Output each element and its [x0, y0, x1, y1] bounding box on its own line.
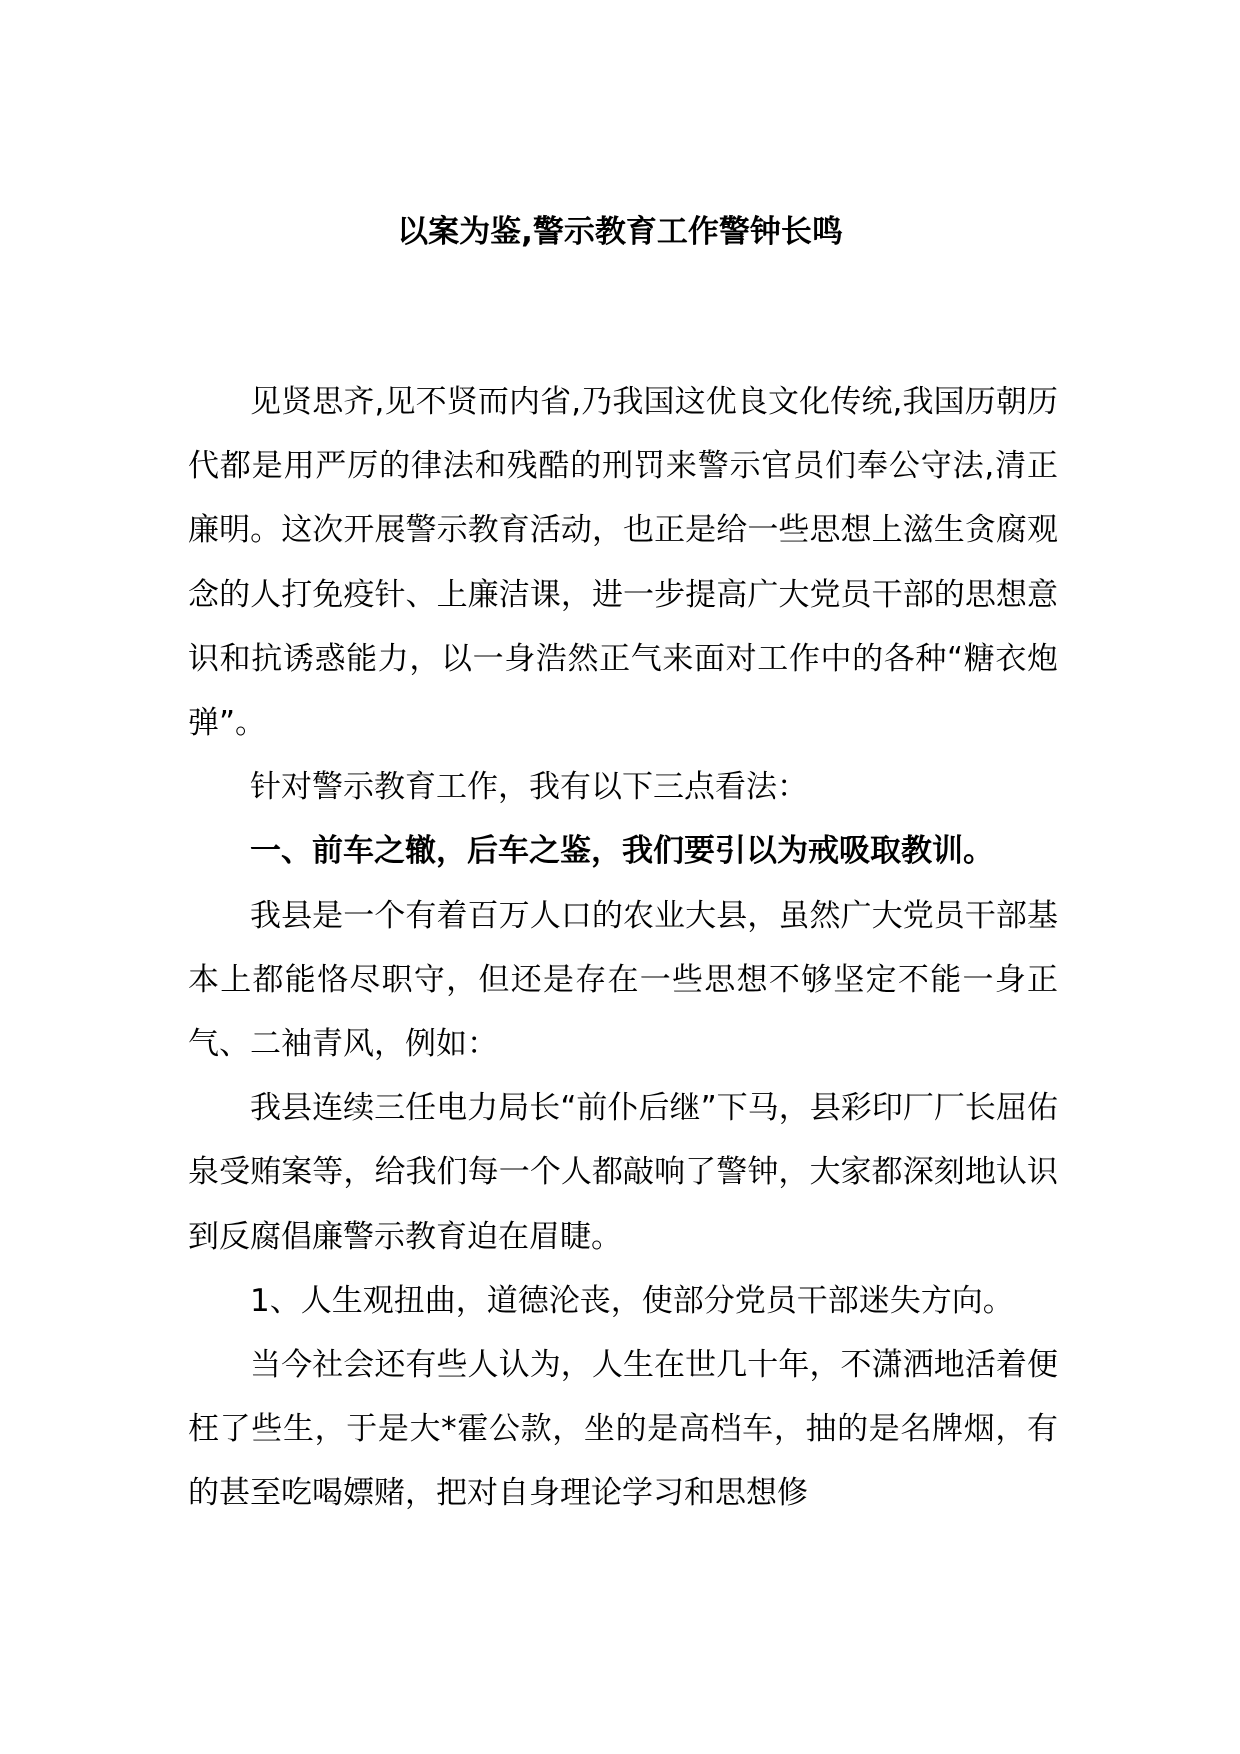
paragraph-county: 我县是一个有着百万人口的农业大县，虽然广大党员干部基本上都能恪尽职守，但还是存在一些思想不够坚定不能一身正气、二袖青风，例如： — [188, 897, 1058, 1063]
paragraph-intro: 见贤思齐,见不贤而内省,乃我国这优良文化传统,我国历朝历代都是用严厉的律法和残酷的刑罚来警示官员们奉公守法,清正廉明。这次开展警示教育活动，也正是给一些思想上滋生贪腐观念的人打免疫针、上廉洁课，进一步提高广大党员干部的思想意识和抗诱惑能力，以一身浩然正气来面对工作中的各种“糖衣炮弹”。 — [188, 384, 1058, 742]
paragraph-society: 当今社会还有些人认为，人生在世几十年，不潇洒地活着便枉了些生，于是大*霍公款，坐的是高档车，抽的是名牌烟，有的甚至吃喝嫖赌，把对自身理论学习和思想修 — [188, 1347, 1058, 1512]
paragraph-views-lead: 针对警示教育工作，我有以下三点看法： — [250, 769, 808, 806]
document-body — [188, 370, 1058, 1526]
subheading-1: 1、人生观扭曲，道德沦丧，使部分党员干部迷失方向。 — [250, 1282, 1014, 1319]
section-heading-1: 一、前车之辙，后车之鉴，我们要引以为戒吸取教训。 — [250, 833, 994, 870]
paragraph-cases: 我县连续三任电力局长“前仆后继”下马，县彩印厂厂长屈佑泉受贿案等，给我们每一个人都敲响了警钟，大家都深刻地认识到反腐倡廉警示教育迫在眉睫。 — [188, 1090, 1058, 1255]
document-title: 以案为鉴,警示教育工作警钟长鸣 — [397, 214, 843, 250]
